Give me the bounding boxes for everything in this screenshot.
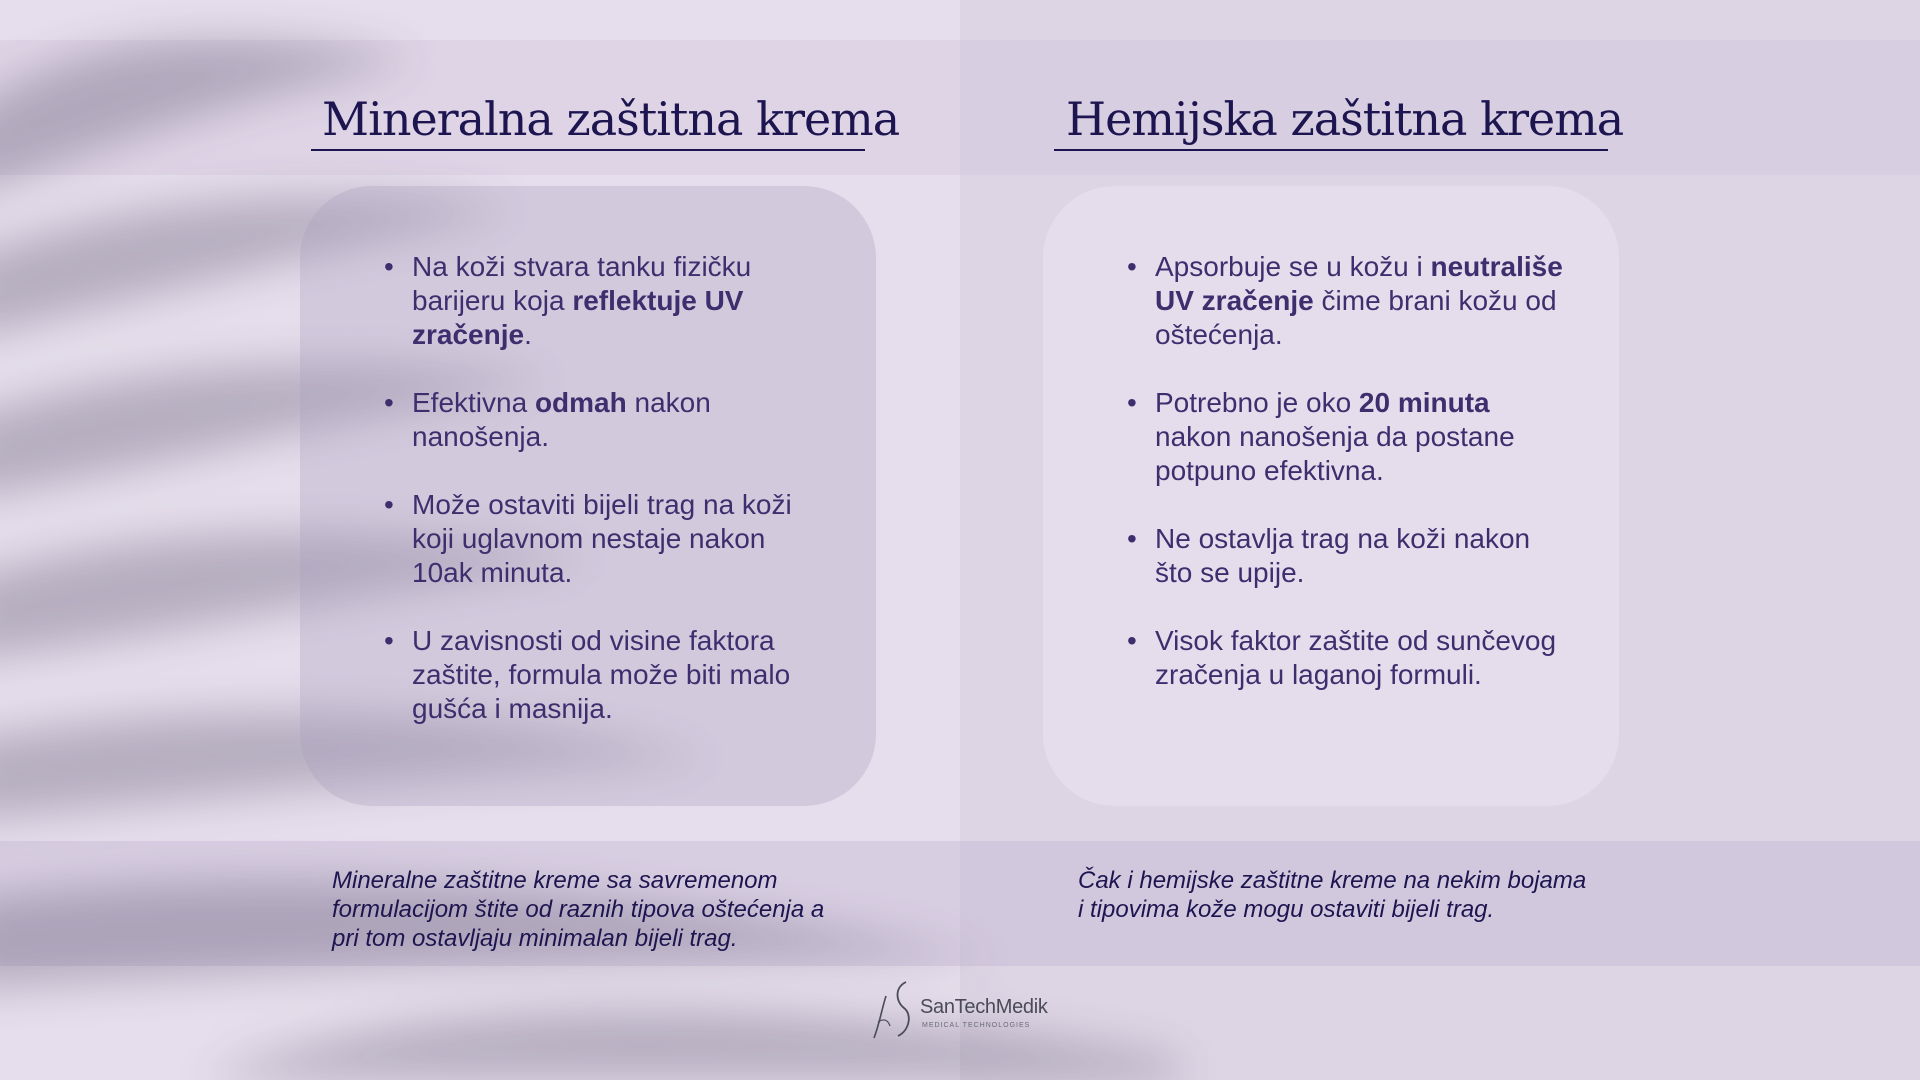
- santechmedik-logo: [866, 978, 1056, 1042]
- list-item: • Visok faktor zaštite od sunčevog zračenja u laganoj formuli.: [1155, 624, 1565, 692]
- chemical-bullet-list: [1155, 250, 1565, 726]
- bold-emphasis: neutrališe UV zračenje: [1155, 251, 1563, 316]
- list-item: • Apsorbuje se u kožu i neutrališe UV zračenje čime brani kožu od oštećenja.: [1155, 250, 1565, 352]
- logo-tagline: MEDICAL TECHNOLOGIES: [922, 1022, 1031, 1029]
- chemical-note: Čak i hemijske zaštitne kreme na nekim bojama i tipovima kože mogu ostaviti bijeli trag.: [1078, 867, 1587, 923]
- mineral-title: Mineralna zaštitna krema: [322, 92, 900, 146]
- list-item: • Može ostaviti bijeli trag na koži koji uglavnom nestaje nakon 10ak minuta.: [412, 488, 822, 590]
- mineral-note: Mineralne zaštitne kreme sa savremenom formulacijom štite od raznih tipova oštećenja a pri tom ostavljaju minimalan bijeli trag.: [332, 867, 825, 952]
- bold-emphasis: reflektuje UV zračenje: [412, 285, 744, 350]
- logo-name: SanTechMedik: [920, 996, 1048, 1018]
- list-item: • Potrebno je oko 20 minuta nakon nanošenja da postane potpuno efektivna.: [1155, 386, 1565, 488]
- chemical-title-underline: [1054, 149, 1608, 151]
- bold-emphasis: 20 minuta: [1358, 387, 1490, 418]
- chemical-title: Hemijska zaštitna krema: [1066, 92, 1624, 146]
- list-item: • Efektivna odmah nakon nanošenja.: [412, 386, 822, 454]
- mineral-title-underline: [311, 149, 865, 151]
- list-item: • Ne ostavlja trag na koži nakon što se upije.: [1155, 522, 1565, 590]
- list-item: • Na koži stvara tanku fizičku barijeru koja reflektuje UV zračenje.: [412, 250, 822, 352]
- mineral-bullet-list: [412, 250, 822, 760]
- list-item: • U zavisnosti od visine faktora zaštite, formula može biti malo gušća i masnija.: [412, 624, 822, 726]
- bold-emphasis: odmah: [534, 387, 627, 418]
- santechmedik-logo-icon: [866, 978, 918, 1042]
